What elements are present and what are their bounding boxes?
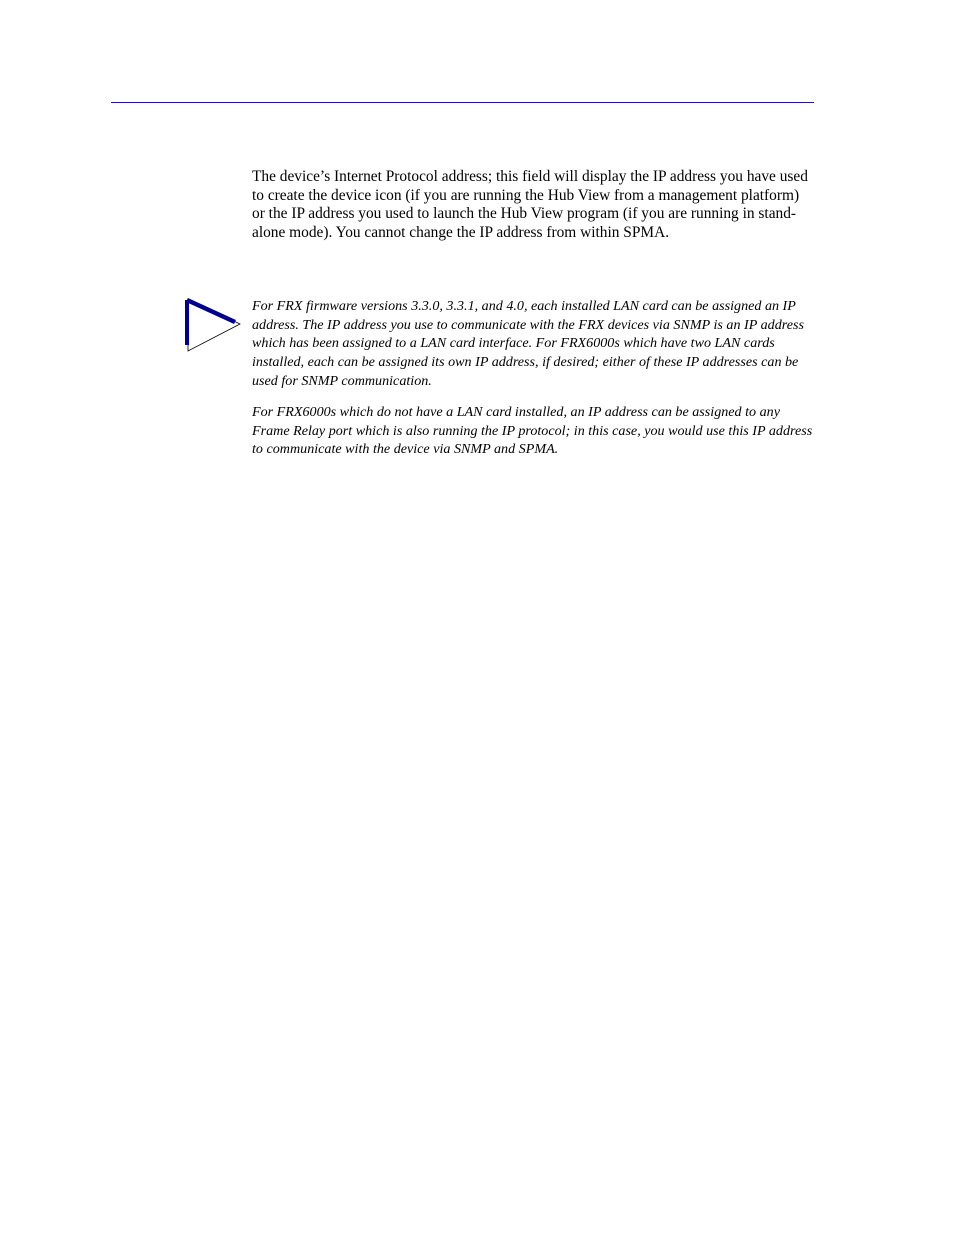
ip-address-description: The device’s Internet Protocol address; this field will display the IP address you have used to create the device icon (if you are running the Hub View from a management platform) or the IP address you used to launch the Hub View program (if you are running in stand-alone mode). You cannot change the IP address from within SPMA. bbox=[252, 168, 808, 242]
note-paragraph-frx6000-no-lan: For FRX6000s which do not have a LAN card installed, an IP address can be assigned to any Frame Relay port which is also running the IP protocol; in this case, you would use this IP address to communicate with the device via SNMP and SPMA. bbox=[252, 404, 813, 458]
note-triangle-icon bbox=[183, 295, 243, 355]
note-paragraph-frx-firmware: For FRX firmware versions 3.3.0, 3.3.1, and 4.0, each installed LAN card can be assigned an IP address. The IP address you use to communicate with the FRX devices via SNMP is an IP address which has been assigned to a LAN card interface. For FRX6000s which have two LAN cards installed, each can be assigned its own IP address, if desired; either of these IP addresses can be used for SNMP communication. bbox=[252, 298, 804, 389]
header-rule bbox=[111, 102, 814, 103]
